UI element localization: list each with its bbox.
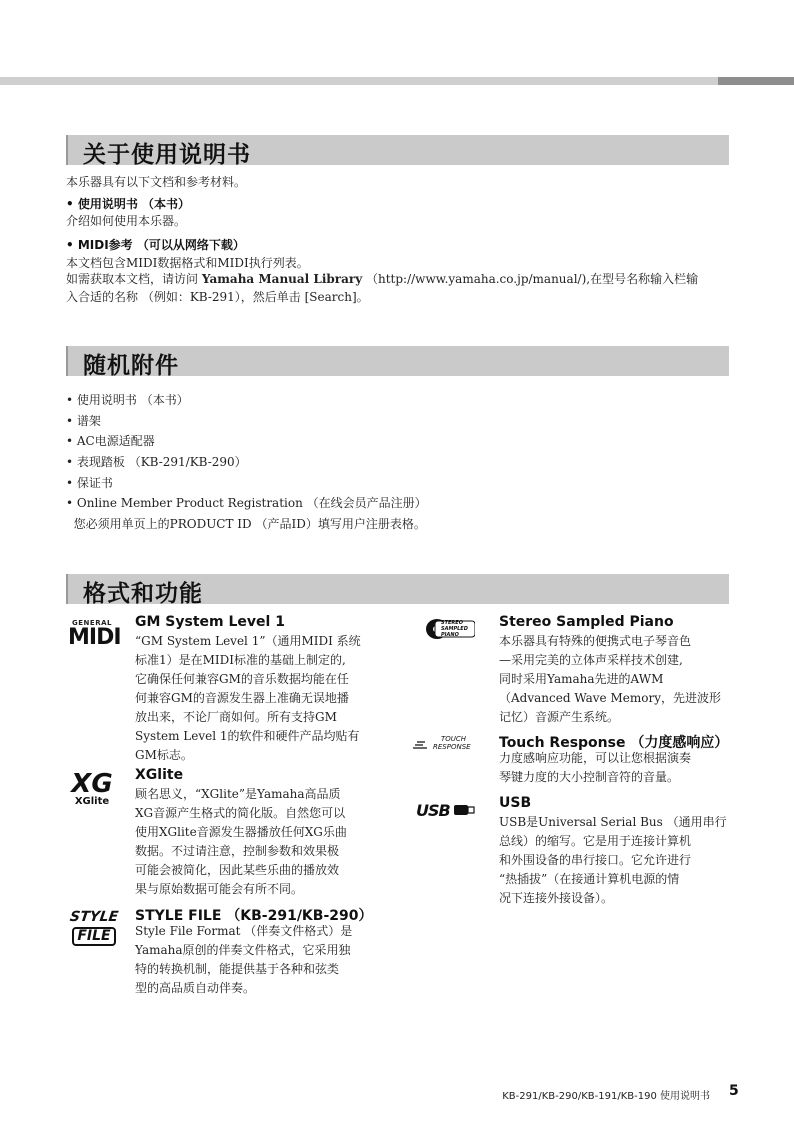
gm-logo-icon bbox=[68, 619, 121, 655]
accessory-item: • Online Member Product Registration （在线会员产品注册） bbox=[66, 496, 427, 510]
manual-library-text-a: 如需获取本文档，请访问 bbox=[66, 272, 202, 286]
feature-line: 放出来，不论厂商如何。所有支持GM bbox=[135, 710, 337, 724]
accessory-item: • 谱架 bbox=[66, 414, 101, 428]
touch-logo-line: RESPONSE bbox=[433, 743, 471, 751]
manual-library-text-b: （http://www.yamaha.co.jp/manual/),在型号名称输入栏输 bbox=[362, 272, 699, 286]
usb-logo-icon bbox=[416, 801, 476, 819]
feature-line: 琴键力度的大小控制音符的音量。 bbox=[499, 770, 680, 784]
manual-library-line bbox=[66, 271, 698, 287]
manual-library-line-2: 入合适的名称 （例如：KB-291），然后单击 [Search]。 bbox=[66, 290, 369, 304]
gm-logo-general: GENERAL bbox=[72, 619, 112, 627]
feature-line: Yamaha原创的伴奏文件格式，它采用独 bbox=[135, 943, 351, 957]
stereo-logo-line: PIANO bbox=[441, 632, 459, 638]
xg-logo-main: XG bbox=[71, 769, 113, 799]
feature-line: 同时采用Yamaha先进的AWM bbox=[499, 672, 664, 686]
section-heading-features bbox=[66, 574, 729, 607]
section-title: 关于使用说明书 bbox=[83, 142, 251, 168]
accessory-item: • 保证书 bbox=[66, 476, 113, 490]
accessory-item: • 表现踏板 （KB-291/KB-290） bbox=[66, 455, 247, 469]
feature-line: GM标志。 bbox=[135, 748, 193, 762]
usb-logo-text: USB bbox=[416, 801, 450, 820]
feature-line: “热插拔”（在接通计算机电源的情 bbox=[499, 872, 680, 886]
feature-body-stereo-sampled-piano bbox=[499, 632, 721, 727]
usb-plug-icon bbox=[454, 804, 476, 816]
feature-title-stereo-sampled-piano: Stereo Sampled Piano bbox=[499, 614, 674, 630]
feature-line: 记忆）音源产生系统。 bbox=[499, 710, 620, 724]
xglite-logo-icon bbox=[68, 769, 116, 812]
stereo-logo-line: STEREO bbox=[441, 620, 463, 626]
feature-title-touch-response: Touch Response （力度感响应） bbox=[499, 735, 729, 751]
accessory-item: • AC电源适配器 bbox=[66, 434, 155, 448]
touch-logo-line: TOUCH bbox=[441, 735, 467, 743]
feature-line: 可能会被简化，因此某些乐曲的播放效 bbox=[135, 863, 340, 877]
feature-title-gm: GM System Level 1 bbox=[135, 614, 285, 630]
feature-body-xglite bbox=[135, 785, 347, 899]
feature-line: 型的高品质自动伴奏。 bbox=[135, 981, 256, 995]
section-title: 随机附件 bbox=[83, 353, 179, 379]
footer-model-text: KB-291/KB-290/KB-191/KB-190 使用说明书 bbox=[502, 1091, 710, 1102]
style-file-logo-icon bbox=[68, 910, 120, 944]
feature-line: 和外围设备的串行接口。它允许进行 bbox=[499, 853, 692, 867]
manual-item-midi-reference-desc: 本文档包含MIDI数据格式和MIDI执行列表。 bbox=[66, 256, 309, 270]
feature-line: （Advanced Wave Memory，先进波形 bbox=[499, 691, 721, 705]
gm-logo-midi: MIDI bbox=[68, 625, 121, 650]
feature-line: Style File Format （伴奏文件格式）是 bbox=[135, 924, 353, 938]
feature-body-gm bbox=[135, 632, 361, 765]
header-rule-accent bbox=[718, 77, 794, 85]
feature-line: 它确保任何兼容GM的音乐数据均能在任 bbox=[135, 672, 349, 686]
manual-item-owners-manual-desc: 介绍如何使用本乐器。 bbox=[66, 214, 187, 228]
header-rule bbox=[0, 77, 718, 85]
feature-body-style-file bbox=[135, 922, 352, 998]
feature-line: 况下连接外接设备）。 bbox=[499, 891, 614, 905]
feature-title-style-file: STYLE FILE （KB-291/KB-290） bbox=[135, 908, 373, 924]
feature-line: “GM System Level 1”（通用MIDI 系统 bbox=[135, 634, 361, 648]
feature-line: 特的转换机制，能提供基于各种和弦类 bbox=[135, 962, 340, 976]
touch-wave-icon bbox=[413, 733, 435, 753]
style-logo-top: STYLE bbox=[68, 909, 120, 925]
feature-title-xglite: XGlite bbox=[135, 767, 184, 783]
feature-body-touch-response bbox=[499, 749, 691, 787]
stereo-logo-line: SAMPLED bbox=[441, 626, 468, 632]
feature-line: XG音源产生格式的简化版。自然您可以 bbox=[135, 806, 346, 820]
feature-title-usb: USB bbox=[499, 795, 532, 811]
feature-line: 使用XGlite音源发生器播放任何XG乐曲 bbox=[135, 825, 347, 839]
stereo-sampled-piano-logo-icon bbox=[425, 618, 475, 640]
feature-line: 本乐器具有特殊的便携式电子琴音色 bbox=[499, 634, 692, 648]
feature-line: —采用完美的立体声采样技术创建, bbox=[499, 653, 683, 667]
section-title: 格式和功能 bbox=[83, 581, 203, 607]
feature-line: System Level 1的软件和硬件产品均贴有 bbox=[135, 729, 360, 743]
manual-library-link[interactable]: Yamaha Manual Library bbox=[201, 272, 363, 286]
feature-body-usb bbox=[499, 813, 727, 908]
manual-item-midi-reference: • MIDI参考 （可以从网络下载） bbox=[66, 238, 245, 252]
section-heading-manual bbox=[66, 135, 729, 168]
feature-line: USB是Universal Serial Bus （通用串行 bbox=[499, 815, 727, 829]
feature-line: 数据。不过请注意，控制参数和效果极 bbox=[135, 844, 340, 858]
xg-logo-sub: XGlite bbox=[74, 796, 110, 807]
accessory-item-note: 您必须用单页上的PRODUCT ID （产品ID）填写用户注册表格。 bbox=[66, 517, 426, 531]
feature-line: 果与原始数据可能会有所不同。 bbox=[135, 882, 304, 896]
manual-item-owners-manual: • 使用说明书 （本书） bbox=[66, 197, 191, 211]
touch-response-logo-icon bbox=[413, 733, 485, 753]
style-logo-bottom: FILE bbox=[72, 927, 115, 946]
feature-line: 顾名思义，“XGlite”是Yamaha高品质 bbox=[135, 787, 341, 801]
feature-line: 何兼容GM的音源发生器上准确无误地播 bbox=[135, 691, 349, 705]
manual-intro: 本乐器具有以下文档和参考材料。 bbox=[66, 175, 247, 189]
feature-line: 总线）的缩写。它是用于连接计算机 bbox=[499, 834, 692, 848]
feature-line: 标准1）是在MIDI标准的基础上制定的, bbox=[135, 653, 346, 667]
feature-line: 力度感响应功能，可以让您根据演奏 bbox=[499, 751, 692, 765]
accessory-item: • 使用说明书 （本书） bbox=[66, 393, 189, 407]
section-heading-accessories bbox=[66, 346, 729, 379]
page-number: 5 bbox=[729, 1083, 739, 1099]
